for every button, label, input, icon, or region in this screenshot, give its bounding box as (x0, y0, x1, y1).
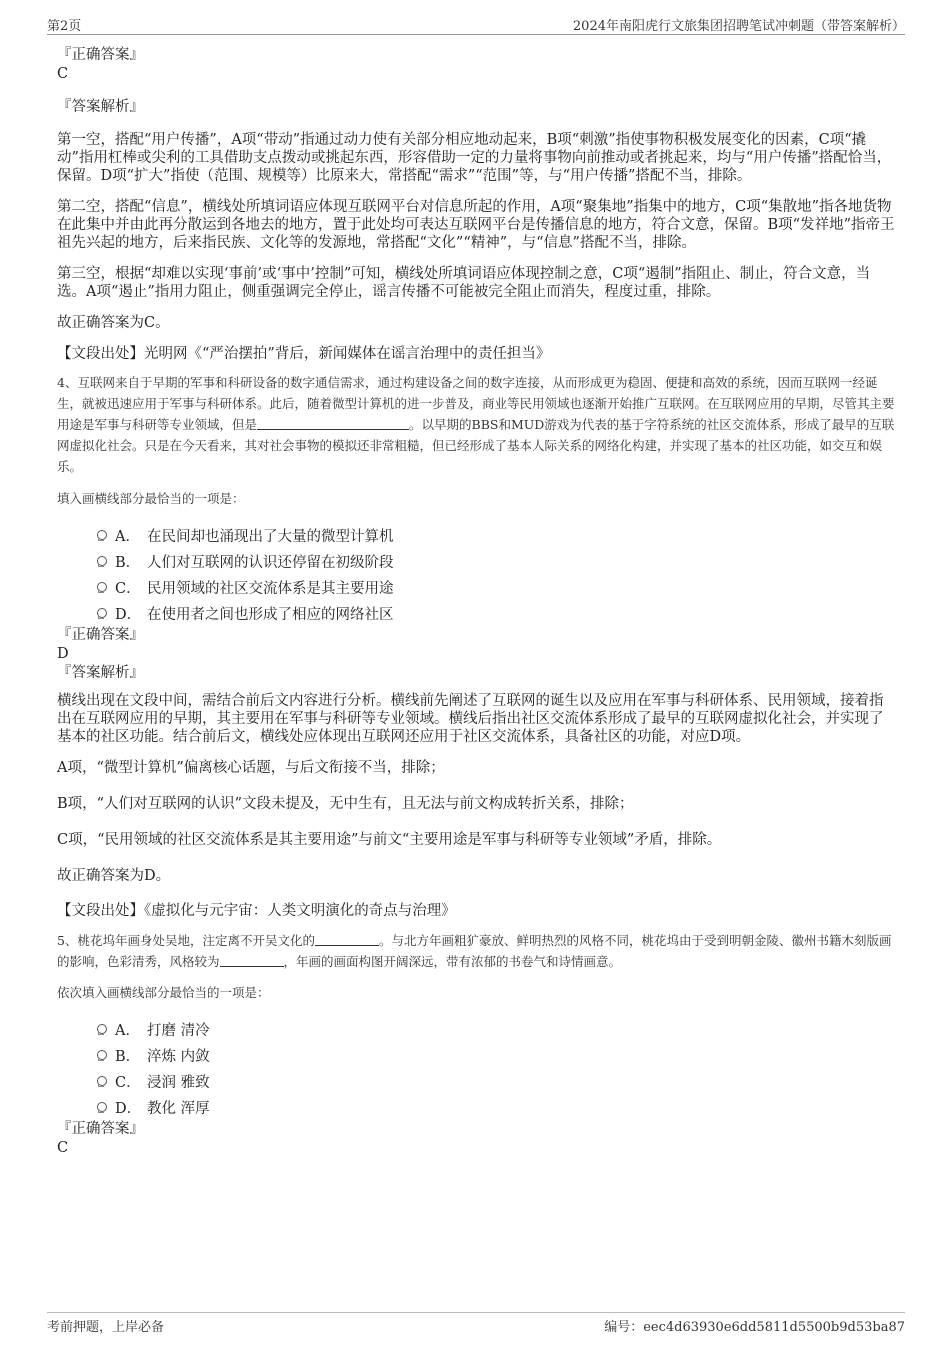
q5-fill-blank-2 (220, 954, 284, 967)
radio-icon[interactable] (97, 1076, 107, 1086)
option-label: A． (115, 1023, 140, 1039)
q3-analysis-label: 『答案解析』 (57, 99, 144, 115)
document-code: 编号：eec4d63930e6dd5811d5500b9d53ba87 (604, 1320, 905, 1335)
q4-answer: D (57, 646, 69, 662)
document-title: 2024年南阳虎行文旅集团招聘笔试冲刺题（带答案解析） (572, 19, 905, 34)
q3-answer: C (57, 66, 69, 82)
page-header (47, 12, 905, 35)
q3-answer-block (57, 46, 897, 84)
option-text: 在使用者之间也形成了相应的网络社区 (147, 607, 394, 623)
page-footer (47, 1312, 905, 1335)
q5-option-b[interactable] (57, 1042, 897, 1068)
radio-icon[interactable] (97, 582, 107, 592)
radio-icon[interactable] (97, 1050, 107, 1060)
q4-passage (57, 372, 897, 477)
radio-icon[interactable] (97, 1102, 107, 1112)
option-label: B． (115, 555, 141, 571)
q5-options (57, 1016, 897, 1120)
q5-option-c[interactable] (57, 1068, 897, 1094)
page-number: 第2页 (47, 19, 82, 34)
q4-analysis-paragraph: 横线出现在文段中间，需结合前后文内容进行分析。横线前先阐述了互联网的诞生以及应用在军事与科研体系、民用领域，接着指出在互联网应用的早期，其主要用在军事与科研等专业领域。横线后指出社区交流体系形成了最早的互联网虚拟化社会，并实现了基本的社区功能。结合前后文，横线处应体现出互联网还应用于社区交流体系，具备社区的功能，对应D项。 (57, 693, 884, 745)
q3-analysis-paragraph: 第三空，根据“却难以实现‘事前’或‘事中’控制”可知，横线处所填词语应体现控制之意，C项“遏制”指阻止、制止，符合文意，当选。A项“遏止”指用力阻止，侧重强调完全停止，谣言传播不可能被完全阻止而消失，程度过重，排除。 (57, 266, 871, 300)
q5-prompt: 依次填入画横线部分最恰当的一项是： (57, 985, 270, 1000)
q4-analysis-label: 『答案解析』 (57, 665, 144, 681)
correct-answer-label: 『正确答案』 (57, 47, 144, 63)
q5-passage-part: 。与北方年画粗犷豪放、鲜明热烈的风格不同，桃花坞由于受到明朝金陵、徽州书籍木刻版画的影响，色彩清秀，风格较为 (57, 933, 892, 969)
q5-option-d[interactable] (57, 1094, 897, 1120)
q4-answer-block (57, 626, 897, 683)
option-text: 淬炼 内敛 (147, 1049, 210, 1065)
footer-slogan: 考前押题，上岸必备 (47, 1320, 165, 1335)
option-label: C． (115, 1075, 141, 1091)
q5-passage (57, 930, 897, 972)
q4-fill-blank (257, 417, 409, 430)
option-label: C． (115, 581, 141, 597)
q3-analysis (57, 131, 897, 363)
q4-conclusion: 故正确答案为D。 (57, 868, 171, 884)
q4-options (57, 522, 897, 626)
q5-passage-part: ，年画的画面构图开阔深远，带有浓郁的书卷气和诗情画意。 (283, 954, 622, 969)
q4-analysis-paragraph: B项，“人们对互联网的认识”文段未提及，无中生有，且无法与前文构成转折关系，排除； (57, 796, 634, 812)
q5-option-a[interactable] (57, 1016, 897, 1042)
correct-answer-label: 『正确答案』 (57, 1121, 144, 1137)
option-text: 打磨 清冷 (147, 1023, 210, 1039)
q3-analysis-paragraph: 第二空，搭配“信息”，横线处所填词语应体现互联网平台对信息所起的作用，A项“聚集地”指集中的地方，C项“集散地”指各地货物在此集中并由此再分散运到各地去的地方，置于此处均可表达互联网平台是传播信息的地方，符合文意，保留。B项“发祥地”指帝王祖先兴起的地方，后来指民族、文化等的发源地，常搭配“文化”“精神”，与“信息”搭配不当，排除。 (57, 199, 895, 251)
radio-icon[interactable] (97, 1024, 107, 1034)
q4-source: 【文段出处】《虚拟化与元宇宙：人类文明演化的奇点与治理》 (57, 903, 456, 919)
q3-source: 【文段出处】光明网《“严治摆拍”背后，新闻媒体在谣言治理中的责任担当》 (57, 346, 551, 362)
q4-option-a[interactable] (57, 522, 897, 548)
q4-option-b[interactable] (57, 548, 897, 574)
option-text: 浸润 雅致 (147, 1075, 210, 1091)
q3-analysis-paragraph: 第一空，搭配“用户传播”，A项“带动”指通过动力使有关部分相应地动起来，B项“刺激”指使事物积极发展变化的因素，C项“撬动”指用杠棒或尖利的工具借助支点拨动或挑起东西，形容借助一定的力量将事物向前推动或者挑起来，均与“用户传播”搭配恰当，保留。D项“扩大”指使（范围、规模等）比原来大，常搭配“需求”“范围”等，与“用户传播”搭配不当，排除。 (57, 132, 892, 184)
q4-analysis-paragraph: A项，“微型计算机”偏离核心话题，与后文衔接不当，排除； (57, 760, 445, 776)
q5-passage-part: 5、桃花坞年画身处吴地，注定离不开吴文化的 (57, 933, 315, 948)
q4-analysis-paragraph: C项，“民用领域的社区交流体系是其主要用途”与前文“主要用途是军事与科研等专业领域”矛盾，排除。 (57, 832, 722, 848)
q4-prompt: 填入画横线部分最恰当的一项是： (57, 491, 245, 506)
q3-conclusion: 故正确答案为C。 (57, 315, 170, 331)
option-text: 在民间却也涌现出了大量的微型计算机 (147, 529, 394, 545)
q5-answer: C (57, 1140, 69, 1156)
radio-icon[interactable] (97, 556, 107, 566)
option-label: A． (115, 529, 140, 545)
page-content (57, 46, 897, 1158)
q4-analysis (57, 692, 897, 920)
q4-option-d[interactable] (57, 600, 897, 626)
q4-passage-part: 4、互联网来自于早期的军事和科研设备的数字通信需求，通过构建设备之间的数字连接，从而形成更为稳固、便捷和高效的系统，因而互联网一经诞生，就被迅速应用于军事与科研体系。此后，随着微型计算机的进一步普及，商业等民用领域也逐渐开始推广互联网。在互联网应用的早期，尽管其主要用途是军事与科研等专业领域，但是 (57, 375, 895, 432)
option-text: 教化 浑厚 (147, 1101, 210, 1117)
q5-answer-block (57, 1120, 897, 1158)
q5-fill-blank-1 (315, 933, 379, 946)
radio-icon[interactable] (97, 608, 107, 618)
q4-option-c[interactable] (57, 574, 897, 600)
option-label: D． (115, 1101, 142, 1117)
radio-icon[interactable] (97, 530, 107, 540)
correct-answer-label: 『正确答案』 (57, 627, 144, 643)
option-label: B． (115, 1049, 141, 1065)
option-text: 民用领域的社区交流体系是其主要用途 (147, 581, 394, 597)
q4-passage-part: 。以早期的BBS和MUD游戏为代表的基于字符系统的社区交流体系，形成了最早的互联网虚拟化社会。只是在今天看来，其对社会事物的模拟还非常粗糙，但已经形成了基本人际关系的网络化构建，并实现了基本的社区功能，如交互和娱乐。 (57, 417, 895, 474)
option-text: 人们对互联网的认识还停留在初级阶段 (147, 555, 394, 571)
option-label: D． (115, 607, 142, 623)
